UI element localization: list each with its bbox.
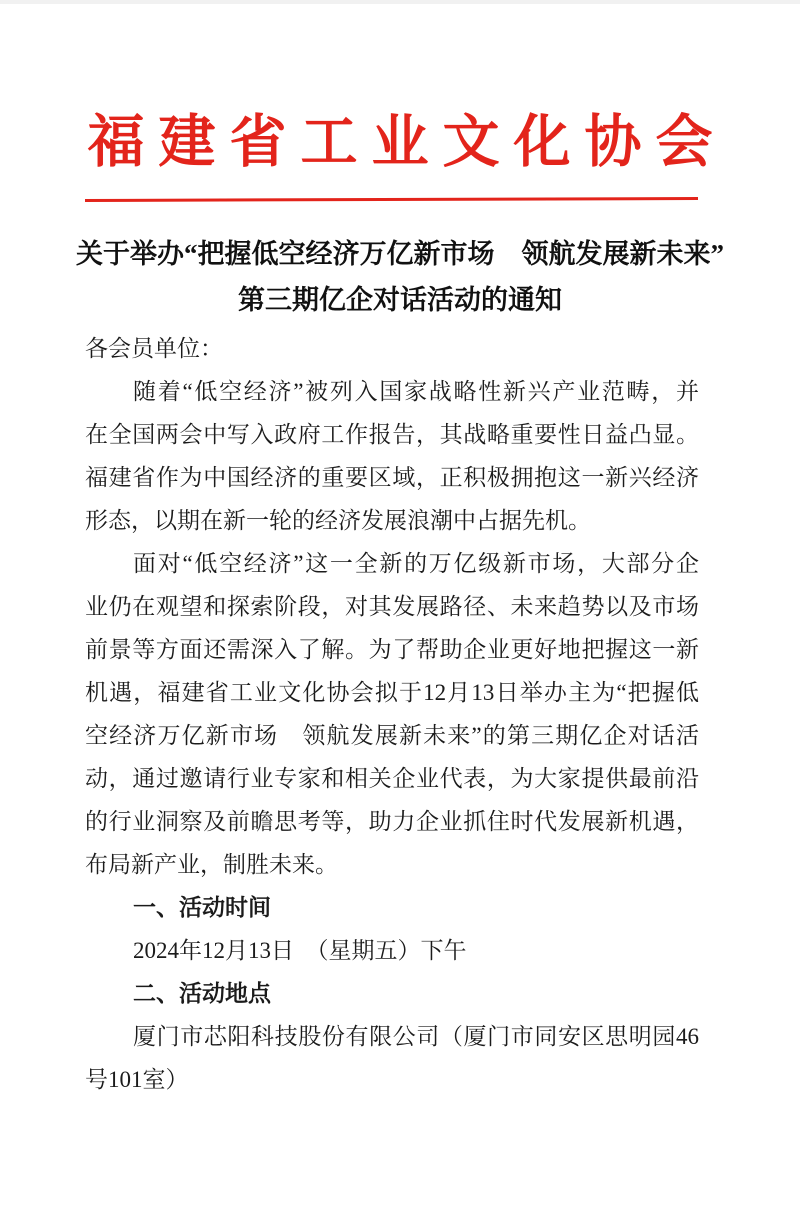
para2-line6: 动，通过邀请行业专家和相关企业代表，为大家提供最前沿 — [85, 766, 699, 791]
notice-title — [0, 231, 800, 323]
notice-title-line2: 第三期亿企对话活动的通知 — [238, 285, 562, 315]
salutation: 各会员单位： — [85, 336, 223, 361]
activity-time-value: 2024年12月13日 （星期五）下午 — [133, 938, 467, 963]
para2-line3: 前景等方面还需深入了解。为了帮助企业更好地把握这一新 — [85, 637, 699, 662]
para1-line3: 福建省作为中国经济的重要区域，正积极拥抱这一新兴经济 — [85, 465, 699, 490]
section-heading-activity-time: 一、活动时间 — [133, 894, 271, 920]
letterhead-org-name: 福建省工业文化协会 — [87, 111, 727, 174]
para2-line4: 机遇，福建省工业文化协会拟于12月13日举办主为“把握低 — [85, 680, 699, 705]
para2-line5: 空经济万亿新市场 领航发展新未来”的第三期亿企对话活 — [85, 723, 699, 748]
para2-line1: 面对“低空经济”这一全新的万亿级新市场，大部分企 — [133, 551, 699, 576]
para1-line1: 随着“低空经济”被列入国家战略性新兴产业范畴，并 — [133, 379, 699, 404]
notice-title-line1: 关于举办“把握低空经济万亿新市场 领航发展新未来” — [76, 239, 724, 269]
activity-location-line2: 号101室） — [85, 1067, 189, 1092]
letterhead-divider-line — [85, 197, 698, 202]
para1-line4: 形态，以期在新一轮的经济发展浪潮中占据先机。 — [85, 508, 591, 533]
scan-edge — [0, 0, 800, 4]
section-heading-activity-location: 二、活动地点 — [133, 980, 271, 1006]
notice-body — [85, 327, 699, 1101]
para2-line8: 布局新产业，制胜未来。 — [85, 852, 338, 877]
para2-line7: 的行业洞察及前瞻思考等，助力企业抓住时代发展新机遇， — [85, 809, 699, 834]
activity-location-line1: 厦门市芯阳科技股份有限公司（厦门市同安区思明园46 — [133, 1024, 699, 1049]
para2-line2: 业仍在观望和探索阶段，对其发展路径、未来趋势以及市场 — [85, 594, 699, 619]
para1-line2: 在全国两会中写入政府工作报告，其战略重要性日益凸显。 — [85, 422, 699, 447]
